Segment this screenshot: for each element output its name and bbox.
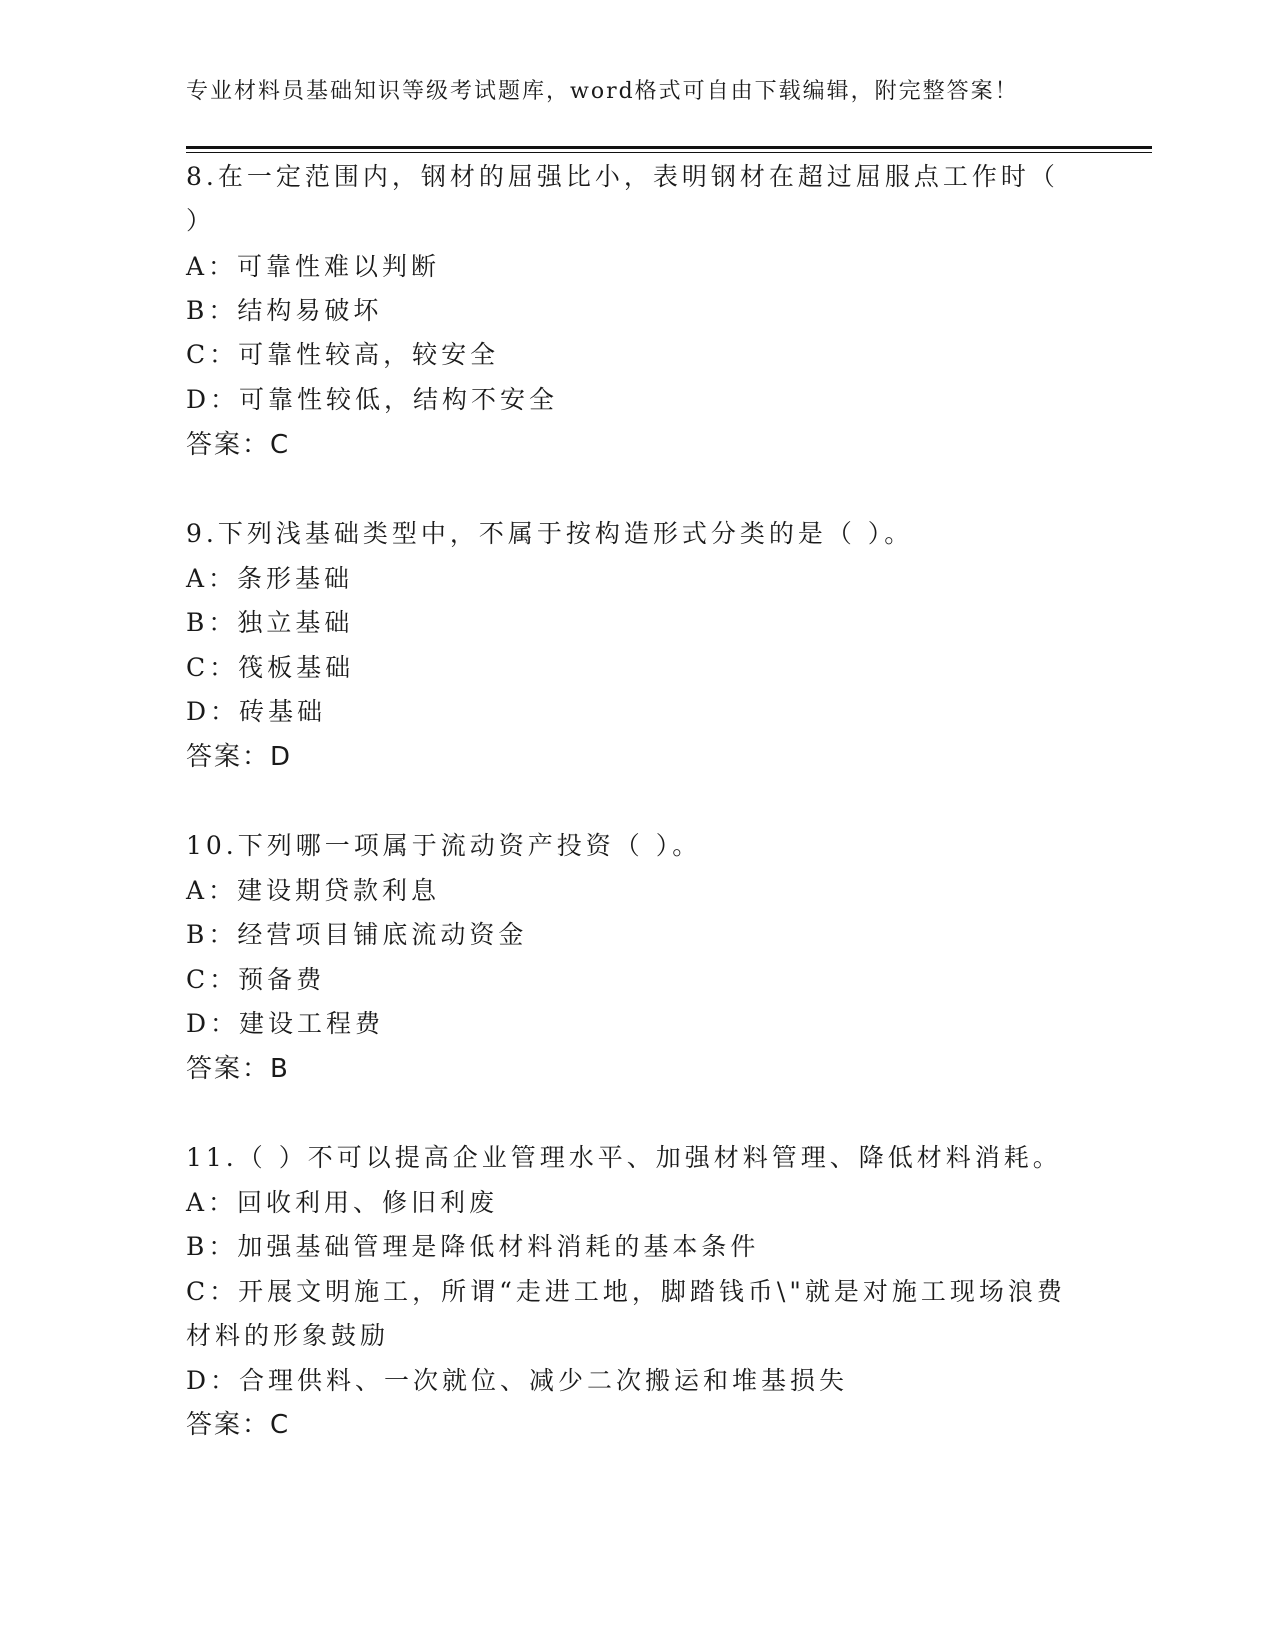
question-11-answer: 答案：C <box>186 1410 291 1440</box>
question-8-option-c: C：可靠性较高，较安全 <box>186 340 500 369</box>
question-10-option-c: C：预备费 <box>186 965 326 994</box>
question-9-stem: 9.下列浅基础类型中，不属于按构造形式分类的是（ ）。 <box>186 519 914 548</box>
question-8-option-d: D：可靠性较低，结构不安全 <box>186 385 559 414</box>
question-9-option-d: D：砖基础 <box>186 697 327 726</box>
question-9-option-b: B：独立基础 <box>186 608 354 637</box>
page-header: 专业材料员基础知识等级考试题库，word格式可自由下载编辑，附完整答案！ <box>186 79 1019 104</box>
question-9-option-a: A：条形基础 <box>186 564 354 593</box>
question-10-stem: 10.下列哪一项属于流动资产投资（ ）。 <box>186 831 702 860</box>
question-10-answer: 答案：B <box>186 1054 290 1084</box>
header-rule-thick <box>186 146 1152 149</box>
question-10-option-a: A：建设期贷款利息 <box>186 876 441 905</box>
question-9-answer: 答案：D <box>186 742 293 772</box>
question-10-option-b: B：经营项目铺底流动资金 <box>186 920 528 949</box>
question-11-stem: 11.（ ）不可以提高企业管理水平、加强材料管理、降低材料消耗。 <box>186 1143 1062 1172</box>
question-10-option-d: D：建设工程费 <box>186 1009 385 1038</box>
question-9-option-c: C：筏板基础 <box>186 653 355 682</box>
question-8-stem: 8.在一定范围内，钢材的屈强比小，表明钢材在超过屈服点工作时（ <box>186 162 1059 191</box>
question-11-option-a: A：回收利用、修旧利废 <box>186 1188 499 1217</box>
question-11-option-d: D：合理供料、一次就位、减少二次搬运和堆基损失 <box>186 1366 849 1395</box>
question-11-option-c: C：开展文明施工，所谓“走进工地，脚踏钱币\"就是对施工现场浪费 <box>186 1277 1066 1306</box>
question-8-answer: 答案：C <box>186 430 291 460</box>
question-11-option-b: B：加强基础管理是降低材料消耗的基本条件 <box>186 1232 760 1261</box>
question-11-option-c-continued: 材料的形象鼓励 <box>186 1321 390 1350</box>
question-8-option-b: B：结构易破坏 <box>186 296 383 325</box>
question-8-option-a: A：可靠性难以判断 <box>186 252 441 281</box>
header-rule-thin <box>186 152 1152 153</box>
question-8-stem-continued: ） <box>186 206 216 235</box>
